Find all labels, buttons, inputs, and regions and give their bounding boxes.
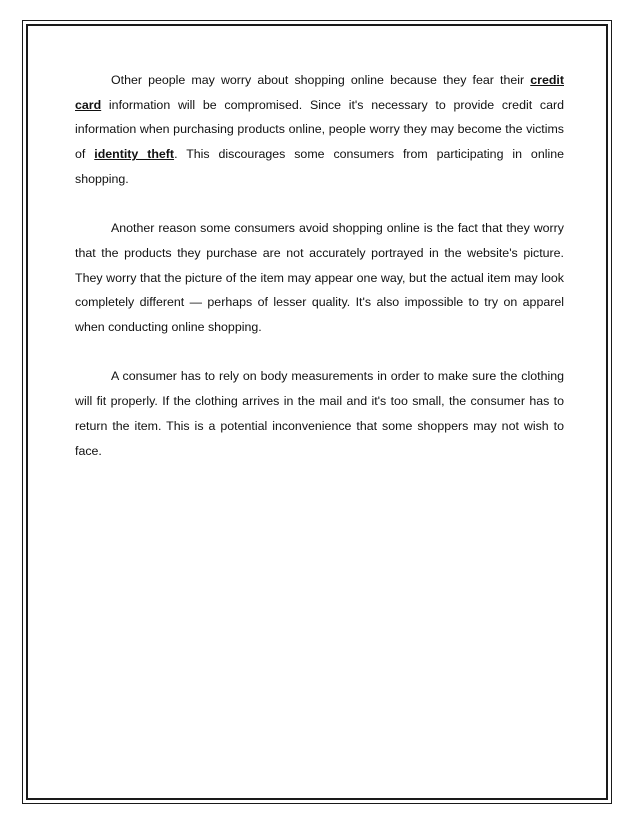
paragraph-credit-card [75,68,564,192]
paragraph-text: . This discourages some consumers from participating in online shopping. [75,147,564,186]
paragraph-body-measurements [75,364,564,463]
document-body [75,68,564,488]
identity-theft-link[interactable]: identity theft [94,147,175,162]
paragraph-text: information will be compromised. Since it's necessary to provide credit card information when purchasing products online, people worry they may become the victims of [75,97,564,162]
credit-card-link[interactable]: credit card [75,73,564,112]
paragraph-text: Other people may worry about shopping online because they fear their [111,73,531,87]
paragraph-text: Another reason some consumers avoid shopping online is the fact that they worry that the products they purchase are not accurately portrayed in the website's picture. They worry that the picture of the item may appear one way, but the actual item may look completely different — perhaps of lesser quality. It's also impossible to try on apparel when conducting online shopping. [75,221,564,335]
paragraph-text: A consumer has to rely on body measurements in order to make sure the clothing will fit properly. If the clothing arrives in the mail and it's too small, the consumer has to return the item. This is a potential inconvenience that some shoppers may not wish to face. [75,369,564,458]
paragraph-product-portrayal [75,216,564,340]
